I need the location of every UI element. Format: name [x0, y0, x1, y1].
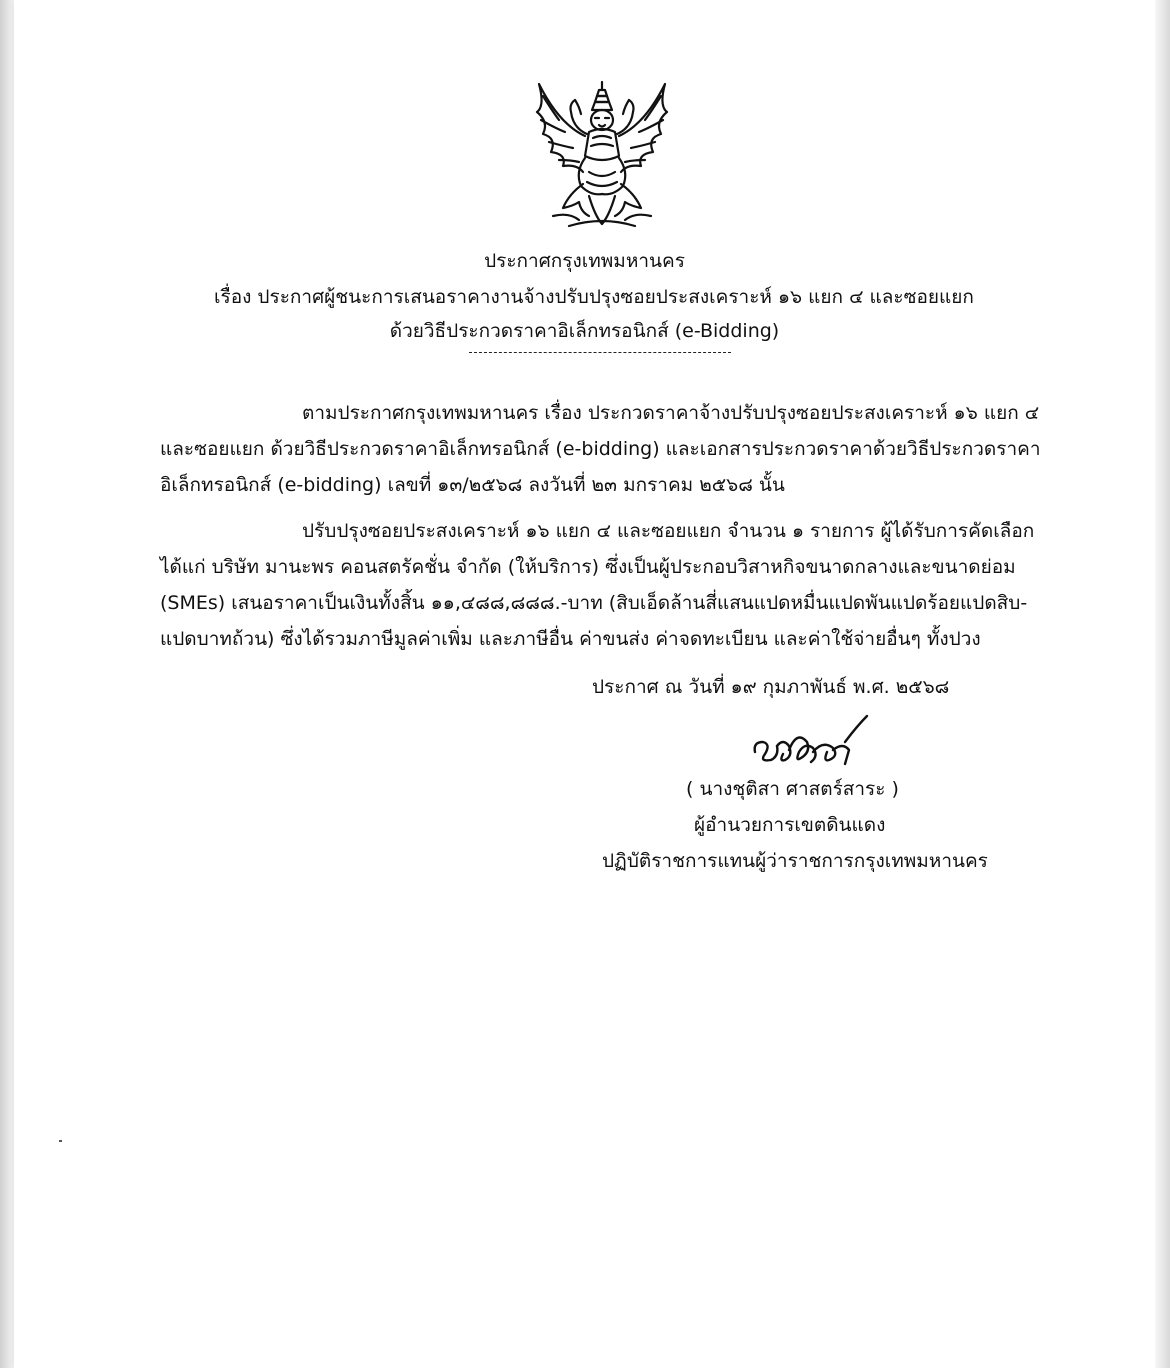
paragraph2-line: ปรับปรุงซอยประสงเคราะห์ ๑๖ แยก ๔ และซอยแยก จำนวน ๑ รายการ ผู้ได้รับการคัดเลือก [302, 520, 1035, 542]
scan-speck [59, 1140, 62, 1142]
announcement-title: ประกาศกรุงเทพมหานคร [484, 250, 685, 272]
announcement-date: ประกาศ ณ วันที่ ๑๙ กุมภาพันธ์ พ.ศ. ๒๕๖๘ [592, 676, 950, 698]
paragraph2-line: ได้แก่ บริษัท มานะพร คอนสตรัคชั่น จำกัด (ให้บริการ) ซึ่งเป็นผู้ประกอบวิสาหกิจขนาดกลางและขนาดย่อม [160, 556, 1016, 578]
signer-position: ผู้อำนวยการเขตดินแดง [694, 814, 886, 836]
page-edge-right [1155, 0, 1170, 1368]
paragraph1-line: และซอยแยก ด้วยวิธีประกวดราคาอิเล็กทรอนิกส์ (e-bidding) และเอกสารประกวดราคาด้วยวิธีประกวดราคา [160, 438, 1041, 460]
signature-image [749, 712, 874, 774]
subject-line-2: ด้วยวิธีประกวดราคาอิเล็กทรอนิกส์ (e-Bidding) [389, 320, 780, 342]
paragraph2-line: แปดบาทถ้วน) ซึ่งได้รวมภาษีมูลค่าเพิ่ม และภาษีอื่น ค่าขนส่ง ค่าจดทะเบียน และค่าใช้จ่ายอื่นๆ ทั้งปวง [160, 628, 981, 650]
garuda-emblem-icon [529, 76, 675, 232]
subject-line-1: เรื่อง ประกาศผู้ชนะการเสนอราคางานจ้างปรับปรุงซอยประสงเคราะห์ ๑๖ แยก ๔ และซอยแยก [214, 286, 974, 308]
paragraph1-line: ตามประกาศกรุงเทพมหานคร เรื่อง ประกวดราคาจ้างปรับปรุงซอยประสงเคราะห์ ๑๖ แยก ๔ [302, 402, 1040, 424]
paragraph1-line: อิเล็กทรอนิกส์ (e-bidding) เลขที่ ๑๓/๒๕๖๘ ลงวันที่ ๒๓ มกราคม ๒๕๖๘ นั้น [160, 474, 785, 496]
page-edge-left [0, 0, 14, 1368]
signer-acting-title: ปฏิบัติราชการแทนผู้ว่าราชการกรุงเทพมหานคร [602, 850, 988, 872]
document-page [14, 0, 1155, 1368]
divider [469, 352, 731, 353]
paragraph2-line: (SMEs) เสนอราคาเป็นเงินทั้งสิ้น ๑๑,๔๘๘,๘๘๘.-บาท (สิบเอ็ดล้านสี่แสนแปดหมื่นแปดพันแปดร้อยแปดสิบ- [160, 592, 1028, 614]
signer-name: ( นางชุติสา ศาสตร์สาระ ) [686, 778, 899, 800]
